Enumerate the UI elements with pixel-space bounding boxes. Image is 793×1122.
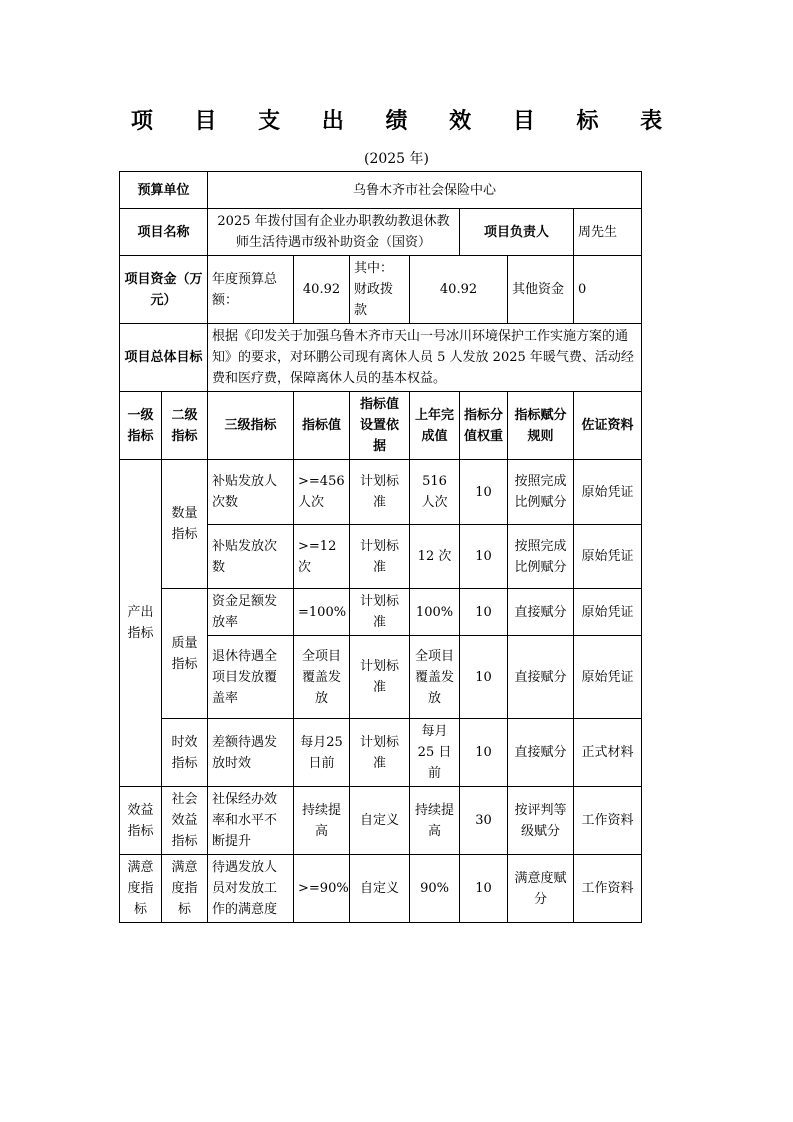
- indicator-evidence: 原始凭证: [574, 525, 642, 589]
- fiscal-label: 其中：财政拨款: [350, 256, 410, 324]
- indicator-rule: 直接赋分: [508, 589, 574, 636]
- year-subtitle: (2025 年): [363, 151, 429, 167]
- indicator-evidence: 工作资料: [574, 855, 642, 923]
- indicator-evidence: 原始凭证: [574, 589, 642, 636]
- table-row: [120, 855, 642, 923]
- indicator-basis: 计划标准: [350, 589, 410, 636]
- other-funds-value: 0: [574, 256, 642, 324]
- indicator-last-year: 12 次: [410, 525, 460, 589]
- group-output: 产出指标: [120, 460, 162, 787]
- group-quality: 质量指标: [162, 589, 208, 719]
- indicator-evidence: 正式材料: [574, 719, 642, 787]
- group-timeliness: 时效指标: [162, 719, 208, 787]
- page-title: 项 目 支 出 绩 效 目 标 表: [130, 109, 680, 134]
- overall-goal-text: 根据《印发关于加强乌鲁木齐市天山一号冰川环境保护工作实施方案的通知》的要求，对环鹏公司现有离休人员 5 人发放 2025 年暖气费、活动经费和医疗费，保障离休人员的基本权益。: [208, 324, 642, 392]
- indicator-last-year: 持续提高: [410, 787, 460, 855]
- indicator-name: 补贴发放次数: [208, 525, 294, 589]
- indicator-weight: 10: [460, 525, 508, 589]
- annual-budget-value: 40.92: [294, 256, 350, 324]
- indicator-rule: 按照完成比例赋分: [508, 460, 574, 525]
- indicator-name: 待遇发放人员对发放工作的满意度: [208, 855, 294, 923]
- indicator-basis: 计划标准: [350, 636, 410, 719]
- indicator-evidence: 原始凭证: [574, 636, 642, 719]
- indicator-weight: 10: [460, 460, 508, 525]
- group-quantity: 数量指标: [162, 460, 208, 589]
- header-last-year: 上年完成值: [410, 392, 460, 460]
- indicator-weight: 30: [460, 787, 508, 855]
- indicator-value: 持续提高: [294, 787, 350, 855]
- indicator-last-year: 100%: [410, 589, 460, 636]
- row-funds: [120, 256, 642, 324]
- indicator-basis: 自定义: [350, 787, 410, 855]
- indicator-rule: 按照完成比例赋分: [508, 525, 574, 589]
- header-value: 指标值: [294, 392, 350, 460]
- budget-unit-label: 预算单位: [120, 172, 208, 209]
- indicator-name: 资金足额发放率: [208, 589, 294, 636]
- budget-unit-value: 乌鲁木齐市社会保险中心: [208, 172, 642, 209]
- performance-table: [119, 171, 642, 923]
- group-benefit: 效益指标: [120, 787, 162, 855]
- header-level3: 三级指标: [208, 392, 294, 460]
- indicator-basis: 计划标准: [350, 525, 410, 589]
- indicator-weight: 10: [460, 636, 508, 719]
- indicator-basis: 计划标准: [350, 719, 410, 787]
- project-name-label: 项目名称: [120, 209, 208, 256]
- indicator-rule: 直接赋分: [508, 719, 574, 787]
- indicator-value: >=90%: [294, 855, 350, 923]
- indicator-rule: 直接赋分: [508, 636, 574, 719]
- header-level2: 二级指标: [162, 392, 208, 460]
- indicator-weight: 10: [460, 719, 508, 787]
- row-project-name: [120, 209, 642, 256]
- indicator-last-year: 全项目覆盖发放: [410, 636, 460, 719]
- project-name-value: 2025 年拨付国有企业办职教幼教退休教师生活待遇市级补助资金（国资）: [208, 209, 460, 256]
- group-satisfaction-sub: 满意度指标: [162, 855, 208, 923]
- header-basis: 指标值设置依据: [350, 392, 410, 460]
- indicator-last-year: 90%: [410, 855, 460, 923]
- indicator-value: =100%: [294, 589, 350, 636]
- table-row: [120, 787, 642, 855]
- table-row: [120, 589, 642, 636]
- indicator-basis: 计划标准: [350, 460, 410, 525]
- group-satisfaction: 满意度指标: [120, 855, 162, 923]
- header-evidence: 佐证资料: [574, 392, 642, 460]
- indicator-value: >=12次: [294, 525, 350, 589]
- table-row: [120, 460, 642, 525]
- indicator-name: 社保经办效率和水平不断提升: [208, 787, 294, 855]
- indicator-rule: 满意度赋分: [508, 855, 574, 923]
- other-funds-label: 其他资金: [508, 256, 574, 324]
- indicator-rule: 按评判等级赋分: [508, 787, 574, 855]
- row-overall-goal: [120, 324, 642, 392]
- funds-label: 项目资金（万元）: [120, 256, 208, 324]
- indicator-value: 每月25 日前: [294, 719, 350, 787]
- overall-goal-label: 项目总体目标: [120, 324, 208, 392]
- indicator-value: >=456人次: [294, 460, 350, 525]
- header-weight: 指标分值权重: [460, 392, 508, 460]
- row-budget-unit: [120, 172, 642, 209]
- indicator-basis: 自定义: [350, 855, 410, 923]
- project-owner-value: 周先生: [574, 209, 642, 256]
- indicator-name: 补贴发放人次数: [208, 460, 294, 525]
- indicator-weight: 10: [460, 855, 508, 923]
- indicator-last-year: 516 人次: [410, 460, 460, 525]
- header-level1: 一级指标: [120, 392, 162, 460]
- project-owner-label: 项目负责人: [460, 209, 574, 256]
- indicator-last-year: 每月25 日前: [410, 719, 460, 787]
- header-rule: 指标赋分规则: [508, 392, 574, 460]
- annual-budget-label: 年度预算总额：: [208, 256, 294, 324]
- indicator-name: 差额待遇发放时效: [208, 719, 294, 787]
- indicator-evidence: 原始凭证: [574, 460, 642, 525]
- indicator-value: 全项目覆盖发放: [294, 636, 350, 719]
- indicator-evidence: 工作资料: [574, 787, 642, 855]
- indicator-name: 退休待遇全项目发放覆盖率: [208, 636, 294, 719]
- indicator-weight: 10: [460, 589, 508, 636]
- group-social-benefit: 社会效益指标: [162, 787, 208, 855]
- row-headers: [120, 392, 642, 460]
- fiscal-value: 40.92: [410, 256, 508, 324]
- table-row: [120, 719, 642, 787]
